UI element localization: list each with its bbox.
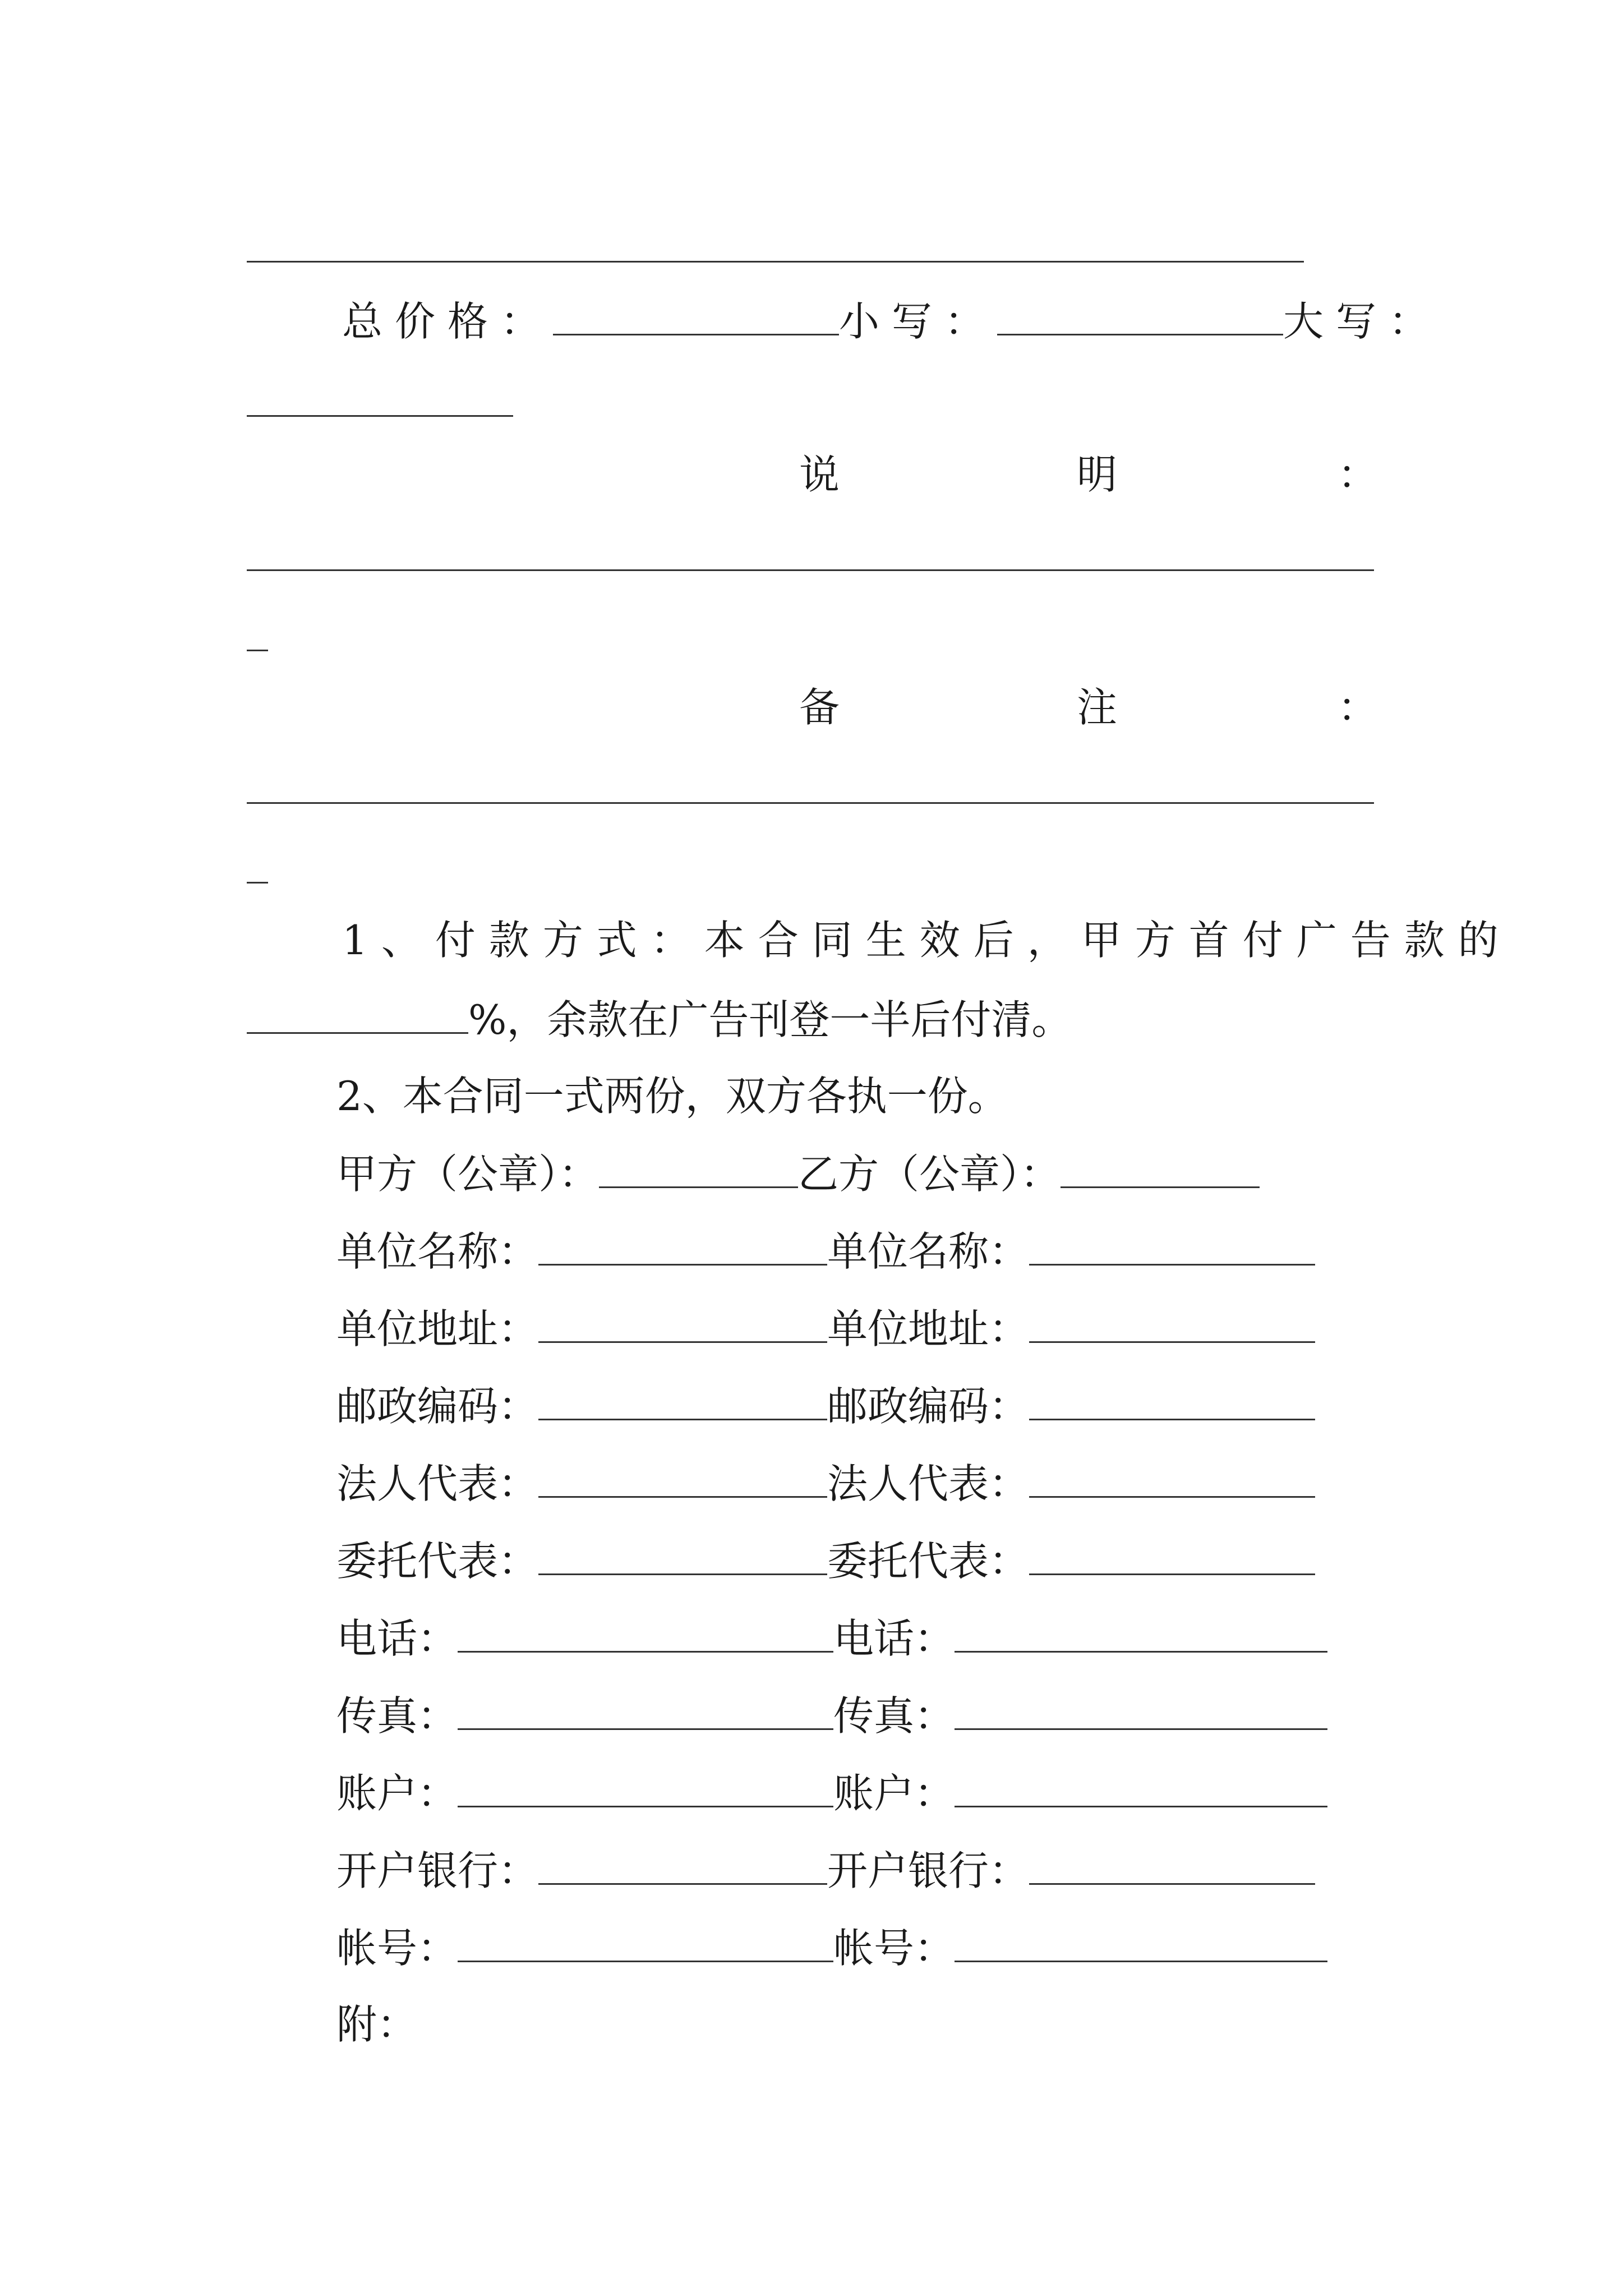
party-b-seal-label: 乙方（公章）： [798,1151,1061,1198]
party-a-seal-blank [599,1153,798,1188]
party-a-field-blank [458,1772,833,1807]
party-b-field-label: 单位名称： [827,1228,1030,1275]
party-a-field-blank [538,1230,827,1266]
party-a-field-blank [538,1849,827,1885]
total-price-blank [553,300,839,335]
remark-blank-line [247,802,1374,804]
party-a-field-label: 法人代表： [336,1460,539,1507]
description-blank-tail [247,650,268,651]
party-b-field-label: 电话： [833,1615,955,1662]
upper-case-label: 大写： [1283,298,1442,345]
party-a-field-label: 传真： [336,1692,458,1740]
field-row-legal-representative [336,1460,1315,1507]
party-a-field-blank [538,1308,827,1343]
description-colon: ： [1338,451,1378,498]
payment-clause-suffix: %，余款在广告刊登一半后付清。 [468,996,1072,1043]
field-row-unit-name [336,1228,1315,1275]
field-row-unit-address [336,1305,1315,1352]
party-b-field-label: 帐号： [833,1925,955,1972]
party-b-field-blank [955,1772,1327,1807]
party-a-field-label: 委托代表： [336,1538,539,1585]
party-a-field-blank [538,1540,827,1575]
party-b-field-label: 邮政编码： [827,1383,1030,1430]
field-row-phone [336,1615,1327,1662]
party-seal-row [336,1151,1260,1198]
total-price-line [342,298,1442,345]
party-b-field-label: 账户： [833,1770,955,1817]
party-b-field-label: 委托代表： [827,1538,1030,1585]
attachment-label: 附： [336,2001,418,2048]
remark-colon: ： [1338,684,1378,731]
payment-clause-line-2 [247,996,1072,1043]
copies-clause: 2、本合同一式两份，双方各执一份。 [336,1073,1008,1120]
description-char-2: 明 [1077,451,1118,498]
description-blank-line [247,569,1374,571]
party-a-field-blank [458,1617,833,1653]
field-row-account [336,1770,1327,1817]
party-b-seal-blank [1061,1153,1260,1188]
down-payment-percent-blank [247,999,468,1034]
party-a-field-label: 电话： [336,1615,458,1662]
field-row-postal-code [336,1383,1315,1430]
remark-char-1: 备 [799,684,840,731]
party-b-field-label: 法人代表： [827,1460,1030,1507]
party-b-field-blank [1029,1230,1315,1266]
lower-case-blank [997,300,1283,335]
party-b-field-label: 开户银行： [827,1847,1030,1894]
top-blank-line [247,261,1304,263]
field-row-bank [336,1847,1315,1894]
total-price-label: 总价格： [342,298,554,345]
party-a-field-blank [538,1462,827,1498]
party-a-field-label: 账户： [336,1770,458,1817]
party-b-field-label: 单位地址： [827,1305,1030,1352]
party-b-field-blank [1029,1540,1315,1575]
party-a-field-label: 开户银行： [336,1847,539,1894]
party-a-field-blank [458,1695,833,1730]
remark-char-2: 注 [1077,684,1118,731]
party-a-field-label: 单位名称： [336,1228,539,1275]
party-b-field-blank [955,1695,1327,1730]
party-b-field-blank [1029,1462,1315,1498]
party-b-field-blank [955,1927,1327,1962]
party-b-field-blank [1029,1849,1315,1885]
party-b-field-blank [955,1617,1327,1653]
field-row-account-number [336,1925,1327,1972]
lower-case-label: 小写： [839,298,998,345]
description-char-1: 说 [799,451,840,498]
remark-blank-tail [247,882,268,884]
party-a-field-label: 邮政编码： [336,1383,539,1430]
party-a-field-label: 单位地址： [336,1305,539,1352]
field-row-fax [336,1692,1327,1740]
payment-clause-line-1: 1、付款方式：本合同生效后，甲方首付广告款的 [342,917,1512,964]
party-b-field-label: 传真： [833,1692,955,1740]
party-a-field-blank [538,1385,827,1420]
party-a-field-blank [458,1927,833,1962]
party-b-field-blank [1029,1308,1315,1343]
party-a-field-label: 帐号： [336,1925,458,1972]
field-row-authorized-representative [336,1538,1315,1585]
upper-case-blank [247,415,513,417]
party-b-field-blank [1029,1385,1315,1420]
party-a-seal-label: 甲方（公章）： [336,1151,600,1198]
